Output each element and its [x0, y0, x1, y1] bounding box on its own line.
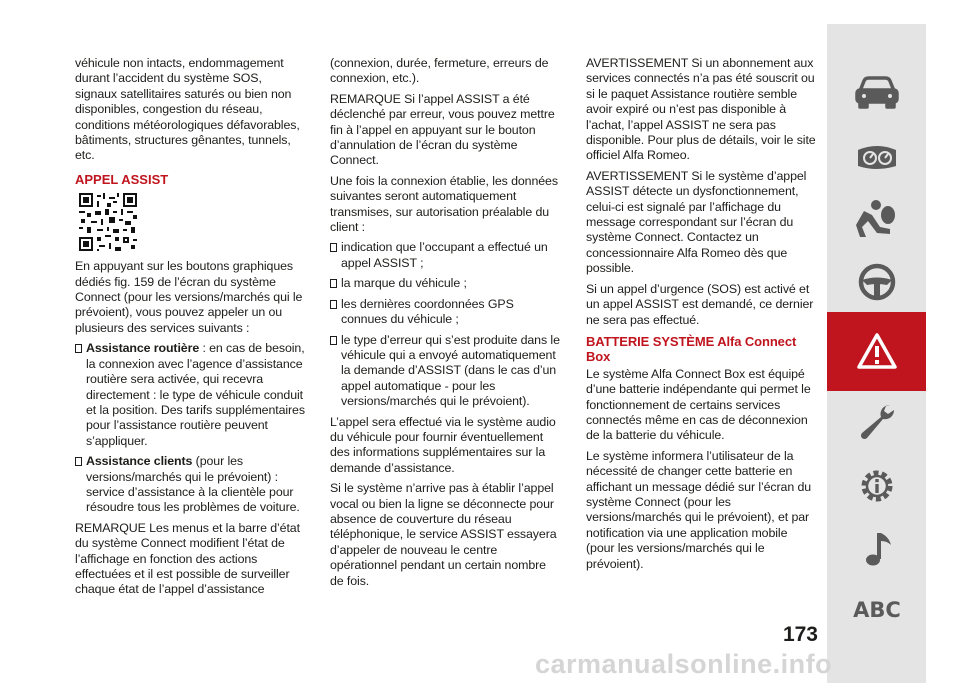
abc-index-icon[interactable]: ABC [853, 598, 901, 622]
page-number: 173 [782, 623, 818, 646]
appel-assist-heading: APPEL ASSIST [75, 171, 169, 187]
bullet-assistance-clients [75, 454, 307, 516]
wrench-icon[interactable] [846, 396, 908, 448]
col3-paragraph-notification: Le système informera l’utilisateur de la nécessité de changer cette batterie en affichant un message dédié sur l’écran du système Connect (pour les versions/marchés qui le prévoient), et par notification via une application mobile (pour les versions/marchés qui le prévoient). [586, 448, 812, 571]
intro-paragraph: véhicule non intacts, endommagement durant l’accident du système SOS, signaux satellitaires saturés ou bien non disponibles, congestion du réseau, conditions météorologiques défavorables, bâtiments, structures gênantes, tunnels, etc. [75, 56, 300, 163]
col3-paragraph-batterie: Le système Alfa Connect Box est équipé d’une batterie indépendante qui permet le fonctionnement de certains services connectés même en cas de déconnexion de la batterie du véhicule. [586, 366, 811, 443]
avertissement-dysfonctionnement: AVERTISSEMENT Si le système d’appel ASSIST détecte un dysfonctionnement, celui-ci est signalé par l’affichage du message correspondant sur l’écran du système Connect. Contactez un concessionnaire Alfa Romeo dès que possible. [586, 168, 807, 276]
term-assistance-routiere: Assistance routière [86, 341, 200, 356]
bullet-assistance-clients-text: (pour les versions/marchés qui le prévoient) : service d’assistance à la clientèle pour résoudre tous les problèmes de voiture. [86, 454, 300, 515]
batterie-heading: BATTERIE SYSTÈME Alfa Connect Box [586, 333, 797, 365]
music-note-icon[interactable] [846, 523, 908, 575]
col2-paragraph-5: Si le système n’arrive pas à établir l’appel vocal ou bien la ligne se déconnecte pour absence de couverture du réseau téléphonique, le service ASSIST essayera d’appeler de nouveau le centre opérationnel pendant un certain nombre de fois. [330, 481, 557, 588]
col3-paragraph-sos: Si un appel d’urgence (SOS) est activé et un appel ASSIST est demandé, ce dernier ne sera pas effectué. [586, 281, 814, 327]
airbag-seat-icon[interactable] [846, 192, 908, 244]
column-3 [586, 56, 818, 577]
bullet-appel-assist: indication que l’occupant a effectué un appel ASSIST ; [330, 240, 562, 271]
car-icon[interactable] [846, 66, 908, 118]
bullet-assistance-routiere [75, 341, 307, 449]
bullet-gps: les dernières coordonnées GPS connues du véhicule ; [330, 297, 562, 328]
paragraph-services: En appuyant sur les boutons graphiques dédiés fig. 159 de l’écran du système Connect (pour les versions/marchés qui le prévoient), vous pouvez appeler un ou plusieurs des services suivants : [75, 259, 303, 335]
bullet-assistance-routiere-text: : en cas de besoin, la connexion avec l’agence d’assistance routière sera activée, qui recevra directement : le type de véhicule conduit et la position. Des tarifs supplémentaires pour l’assistance routière peuvent s’appliquer. [86, 341, 305, 448]
warning-triangle-icon[interactable] [846, 325, 908, 377]
watermark: carmanualsonline.info [535, 649, 833, 679]
bullet-type-erreur: le type d’erreur qui s’est produite dans le véhicule qui a envoyé automatiquement la demande d’ASSIST (dans le cas d’un appel automatique - pour les versions/marchés qui le prévoient). [330, 333, 562, 410]
chapter-sidebar [827, 24, 926, 683]
term-assistance-clients: Assistance clients [86, 454, 193, 469]
qr-code-icon[interactable] [79, 193, 137, 251]
col2-paragraph-4: L’appel sera effectué via le système audio du véhicule pour fournir éventuellement des informations supplémentaires sur la demande d’assistance. [330, 414, 556, 475]
steering-wheel-icon[interactable] [846, 256, 908, 308]
col2-remarque: REMARQUE Si l’appel ASSIST a été déclenché par erreur, vous pouvez mettre fin à l’appel en appuyant sur le bouton d’annulation de l’écran du système Connect. [330, 91, 555, 168]
column-1 [75, 56, 307, 603]
avertissement-abonnement: AVERTISSEMENT Si un abonnement aux services connectés n’a pas été souscrit ou si le paquet Assistance routière semble avoir expiré ou n’est pas disponible à l’achat, l’appel ASSIST ne sera pas disponible. Pour plus de détails, voir le site officiel Alfa Romeo. [586, 56, 816, 163]
column-2 [330, 56, 562, 594]
remarque-paragraph: REMARQUE Les menus et la barre d’état du système Connect modifient l’état de l’affichage en fonction des actions effectuées et il est possible de surveiller chaque état de l’appel d’assistance [75, 520, 300, 597]
col2-paragraph-3: Une fois la connexion établie, les données suivantes seront automatiquement transmises, sur autorisation préalable du client : [330, 173, 558, 235]
col2-paragraph-1: (connexion, durée, fermeture, erreurs de connexion, etc.). [330, 56, 549, 86]
bullet-marque: la marque du véhicule ; [330, 276, 562, 291]
dashboard-gauges-icon[interactable] [846, 131, 908, 183]
gear-info-icon[interactable] [846, 460, 908, 512]
